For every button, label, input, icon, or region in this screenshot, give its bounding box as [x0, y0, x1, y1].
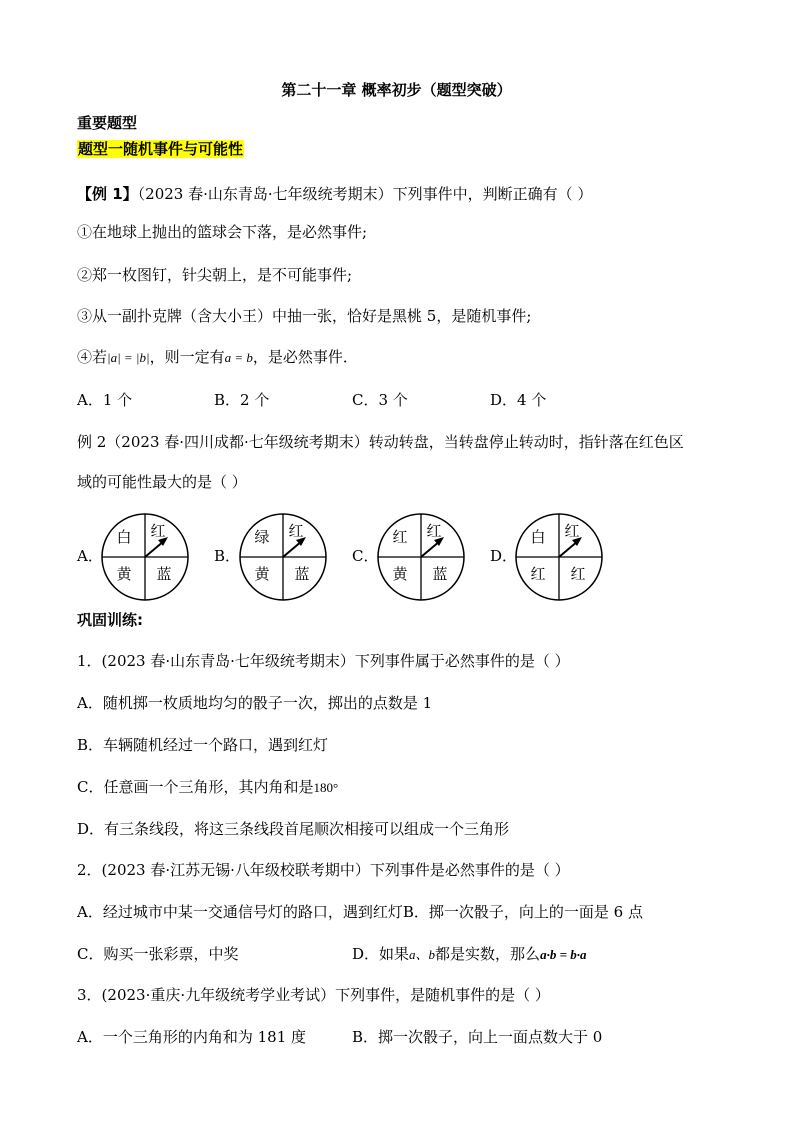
q1-stem: 1．(2023 春·山东青岛·七年级统考期末）下列事件属于必然事件的是（ ） — [77, 652, 570, 670]
example1-option-b: B．2 个 — [214, 391, 270, 409]
statement-4-suffix: ，是必然事件． — [252, 348, 358, 366]
spinner-sector-label: 蓝 — [156, 565, 172, 583]
spinner-sector-label: 黄 — [392, 565, 408, 583]
spinner-sector-label: 红 — [392, 528, 408, 546]
statement-4 — [77, 347, 358, 368]
example1-option-c: C．3 个 — [352, 391, 408, 409]
q2-option-d — [352, 944, 586, 965]
spinner-wheel — [100, 512, 190, 602]
spinner-sector-label: 红 — [530, 565, 546, 583]
practice-heading: 巩固训练: — [77, 611, 143, 629]
spinner-sector-label: 红 — [150, 522, 166, 540]
example1-option-a: A．1 个 — [77, 391, 133, 409]
spinner-option-label: C． — [352, 547, 379, 565]
example1-stem-text: （2023 春·山东青岛·七年级统考期末）下列事件中，判断正确有（ ） — [137, 185, 593, 203]
spinner-option-label: D． — [490, 547, 518, 565]
spinner-sector-label: 黄 — [116, 565, 132, 583]
page-title: 第二十一章 概率初步（题型突破） — [281, 81, 512, 99]
q1-option-a: A．随机掷一枚质地均匀的骰子一次，掷出的点数是 1 — [77, 694, 433, 712]
spinner-option-label: A． — [77, 547, 103, 565]
q1-option-c-text: C．任意画一个三角形，其内角和是 — [77, 778, 314, 796]
q2-option-d-mid: 都是实数，那么 — [435, 945, 541, 963]
spinner-wheel — [238, 512, 328, 602]
example1-option-d: D．4 个 — [490, 391, 547, 409]
statement-2: ②郑一枚图钉，针尖朝上，是不可能事件; — [77, 266, 353, 284]
q3-option-a: A．一个三角形的内角和为 181 度 — [77, 1028, 307, 1046]
spinner-wheel — [376, 512, 466, 602]
statement-4-condition: |a| = |b| — [107, 350, 150, 365]
statement-4-mid: ，则一定有 — [149, 348, 225, 366]
topic-heading-text: 题型一随机事件与可能性 — [78, 140, 244, 158]
q2-option-d-prefix: D．如果 — [352, 945, 410, 963]
spinner-sector-label: 蓝 — [432, 565, 448, 583]
example2-line1: 例 2（2023 春·四川成都·七年级统考期末）转动转盘，当转盘停止转动时，指针落在红色区 — [77, 433, 684, 451]
example1-prefix: 【例 1】 — [77, 185, 138, 203]
q2-option-ab: A．经过城市中某一交通信号灯的路口，遇到红灯B．掷一次骰子，向上的一面是 6 点 — [77, 903, 643, 921]
example1-stem — [77, 184, 592, 204]
spinner-option-label: B． — [214, 547, 241, 565]
example2-line2: 域的可能性最大的是（ ） — [77, 473, 247, 491]
q1-option-b: B．车辆随机经过一个路口，遇到红灯 — [77, 736, 329, 754]
spinner-sector-label: 白 — [116, 528, 132, 546]
q1-option-d: D．有三条线段，将这三条线段首尾顺次相接可以组成一个三角形 — [77, 820, 510, 838]
q1-option-c — [77, 777, 338, 798]
spinner-sector-label: 绿 — [254, 528, 270, 546]
spinner-wheel — [514, 512, 604, 602]
q2-stem: 2．(2023 春·江苏无锡·八年级校联考期中）下列事件是必然事件的是（ ） — [77, 861, 570, 879]
spinner-sector-label: 红 — [564, 522, 580, 540]
spinner-sector-label: 蓝 — [294, 565, 310, 583]
statement-4-equation: a = b — [224, 350, 253, 365]
statement-3: ③从一副扑克牌（含大小王）中抽一张，恰好是黑桃 5，是随机事件; — [77, 307, 532, 325]
spinner-sector-label: 黄 — [254, 565, 270, 583]
statement-4-prefix: ④若 — [77, 348, 108, 366]
q2-option-c: C．购买一张彩票，中奖 — [77, 945, 239, 963]
q3-option-b: B．掷一次骰子，向上一面点数大于 0 — [352, 1028, 603, 1046]
q2-option-d-vars: a、b — [409, 947, 436, 962]
topic-heading — [77, 139, 244, 159]
spinner-sector-label: 红 — [426, 522, 442, 540]
spinner-sector-label: 红 — [288, 522, 304, 540]
spinner-sector-label: 红 — [570, 565, 586, 583]
section-label: 重要题型 — [77, 114, 138, 132]
spinner-sector-label: 白 — [530, 528, 546, 546]
q1-option-c-value: 180° — [313, 780, 339, 795]
q3-stem: 3．(2023·重庆·九年级统考学业考试）下列事件，是随机事件的是（ ） — [77, 986, 550, 1004]
statement-1: ①在地球上抛出的篮球会下落，是必然事件; — [77, 223, 368, 241]
q2-option-d-expr: a·b = b·a — [540, 947, 587, 962]
